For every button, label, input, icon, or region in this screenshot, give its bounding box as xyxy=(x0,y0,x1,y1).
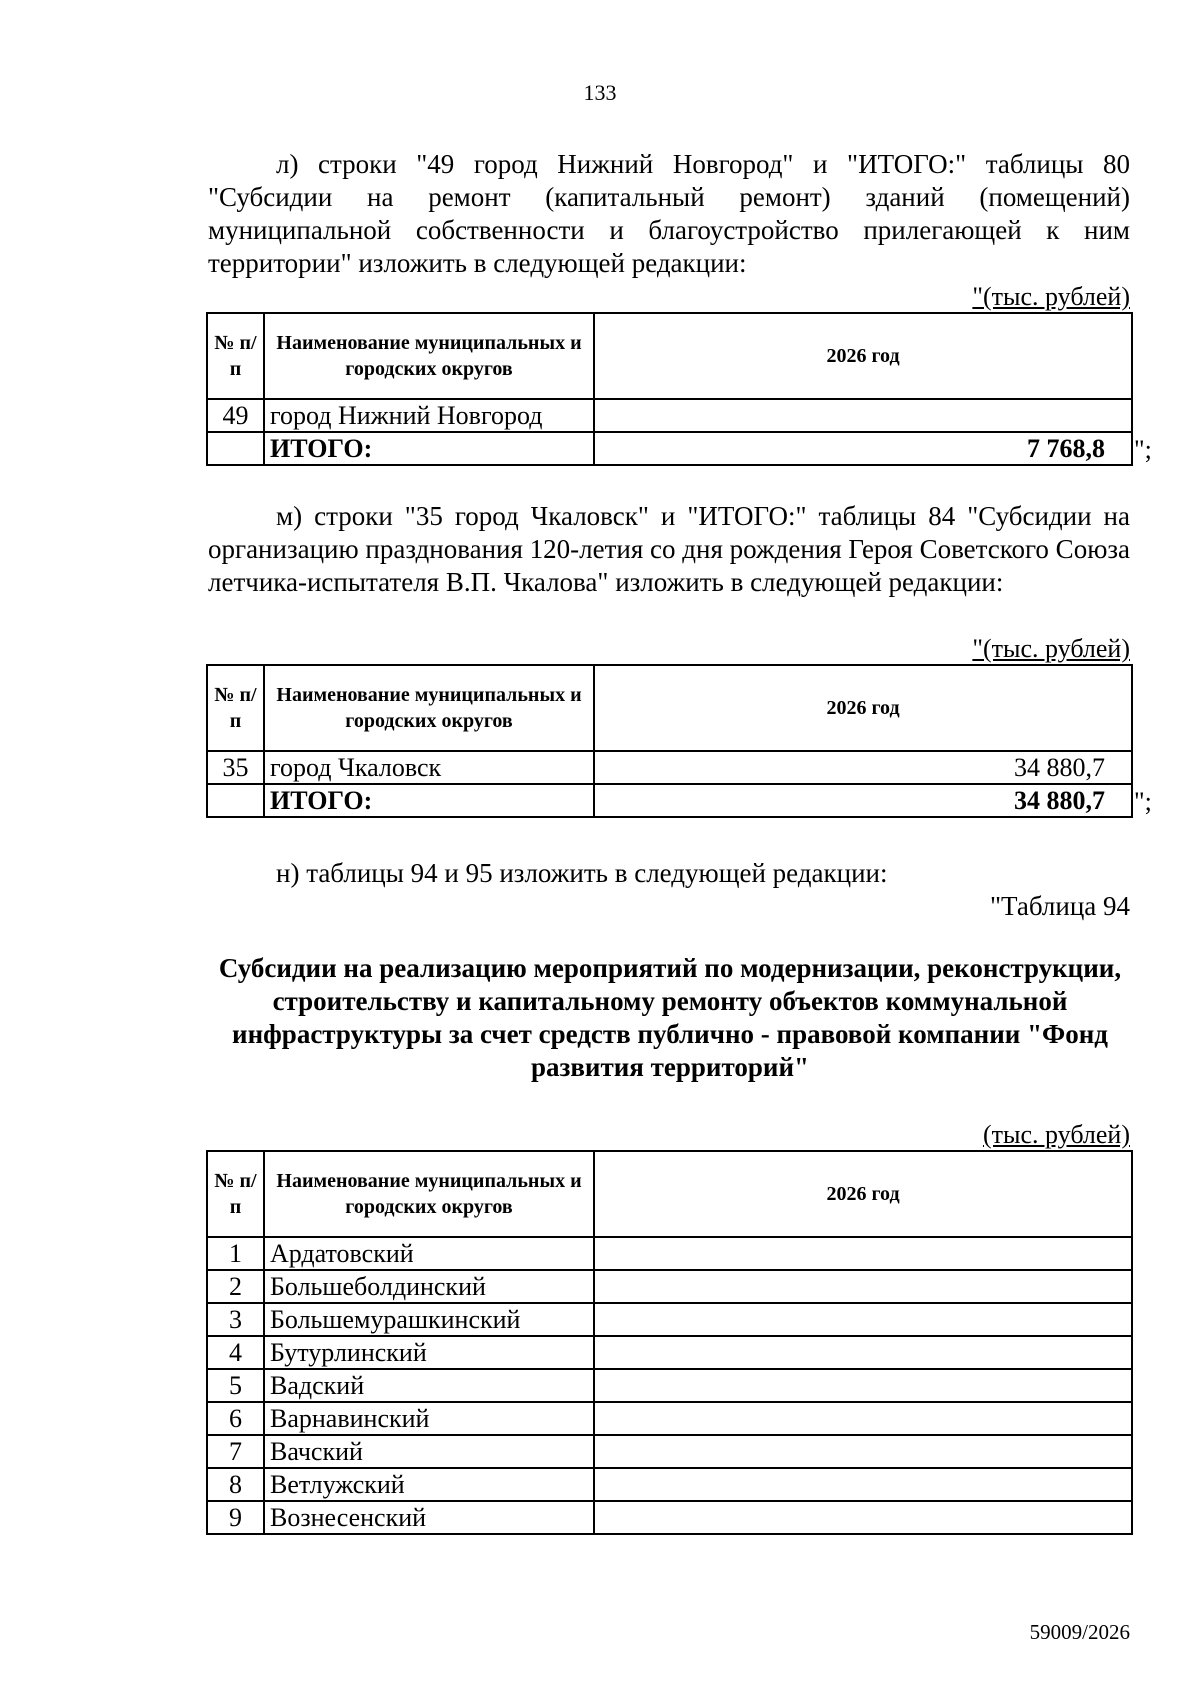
total-value: 34 880,7 xyxy=(594,784,1132,817)
row-name: Бутурлинский xyxy=(264,1336,594,1369)
document-number: 59009/2026 xyxy=(1029,1620,1130,1644)
row-num: 2 xyxy=(207,1270,264,1303)
table-header-row xyxy=(207,1151,1132,1237)
table-header-row xyxy=(207,313,1132,399)
row-name: город Чкаловск xyxy=(264,751,594,784)
row-num: 8 xyxy=(207,1468,264,1501)
row-name: Большемурашкинский xyxy=(264,1303,594,1336)
row-num: 5 xyxy=(207,1369,264,1402)
units-n xyxy=(983,1120,1130,1150)
total-num-empty xyxy=(207,784,264,817)
table-row xyxy=(207,751,1132,784)
header-num: № п/п xyxy=(207,1151,264,1237)
row-value xyxy=(594,1303,1132,1336)
row-num: 4 xyxy=(207,1336,264,1369)
row-name: Ардатовский xyxy=(264,1237,594,1270)
row-value: 34 880,7 xyxy=(594,751,1132,784)
table-row xyxy=(207,1336,1132,1369)
total-value: 7 768,8 xyxy=(594,432,1132,465)
row-num: 35 xyxy=(207,751,264,784)
table-84-excerpt xyxy=(206,664,1133,818)
paragraph-l-text: л) строки "49 город Нижний Новгород" и "ИТОГО:" таблицы 80 "Субсидии на ремонт (капитальный ремонт) зданий (помещений) муниципальной собственности и благоустройство прилегающей к ним территории" изложить в следующей редакции: xyxy=(208,149,1130,278)
paragraph-m-text: м) строки "35 город Чкаловск" и "ИТОГО:" таблицы 84 "Субсидии на организацию празднования 120-летия со дня рождения Героя Советского Союза летчика-испытателя В.П. Чкалова" изложить в следующей редакции: xyxy=(208,501,1131,597)
row-value xyxy=(594,1270,1132,1303)
row-value xyxy=(594,1468,1132,1501)
row-num: 6 xyxy=(207,1402,264,1435)
row-value xyxy=(594,1336,1132,1369)
page-number: 133 xyxy=(583,80,617,105)
header-year: 2026 год xyxy=(594,1151,1132,1237)
total-num-empty xyxy=(207,432,264,465)
row-value xyxy=(594,1369,1132,1402)
header-num: № п/п xyxy=(207,313,264,399)
table-row xyxy=(207,1501,1132,1534)
row-name: Вадский xyxy=(264,1369,594,1402)
table-total-row xyxy=(207,432,1132,465)
units-l xyxy=(972,282,1130,312)
row-name: Ветлужский xyxy=(264,1468,594,1501)
row-name: Большеболдинский xyxy=(264,1270,594,1303)
row-num: 1 xyxy=(207,1237,264,1270)
row-value xyxy=(594,1237,1132,1270)
table-row xyxy=(207,1468,1132,1501)
header-name: Наименование муниципальных и городских округов xyxy=(264,1151,594,1237)
table-row xyxy=(207,1435,1132,1468)
row-name: город Нижний Новгород xyxy=(264,399,594,432)
table-80-excerpt xyxy=(206,312,1133,466)
units-m-label: "(тыс. рублей) xyxy=(972,634,1130,663)
table-row xyxy=(207,1237,1132,1270)
row-name: Вознесенский xyxy=(264,1501,594,1534)
row-name: Варнавинский xyxy=(264,1402,594,1435)
table-row xyxy=(207,1369,1132,1402)
paragraph-n-text: н) таблицы 94 и 95 изложить в следующей редакции: xyxy=(276,858,888,888)
row-num: 3 xyxy=(207,1303,264,1336)
table-row xyxy=(207,399,1132,432)
total-label: ИТОГО: xyxy=(264,784,594,817)
row-value xyxy=(594,1501,1132,1534)
closing-quote-m: "; xyxy=(1134,787,1152,816)
row-value xyxy=(594,399,1132,432)
units-n-label: (тыс. рублей) xyxy=(982,1120,1130,1149)
table-row xyxy=(207,1402,1132,1435)
table-94 xyxy=(206,1150,1133,1535)
table-row xyxy=(207,1303,1132,1336)
table-total-row xyxy=(207,784,1132,817)
total-label: ИТОГО: xyxy=(264,432,594,465)
row-num: 49 xyxy=(207,399,264,432)
table-header-row xyxy=(207,665,1132,751)
row-name: Вачский xyxy=(264,1435,594,1468)
row-value xyxy=(594,1435,1132,1468)
paragraph-n xyxy=(208,857,1130,890)
header-year: 2026 год xyxy=(594,313,1132,399)
closing-quote-l: "; xyxy=(1134,435,1152,464)
header-year: 2026 год xyxy=(594,665,1132,751)
table-94-title: Субсидии на реализацию мероприятий по модернизации, реконструкции, строительству и капитальному ремонту объектов коммунальной инфраструктуры за счет средств публично - правовой компании "Фонд развития территорий" xyxy=(218,953,1122,1082)
paragraph-m xyxy=(208,500,1130,599)
header-name: Наименование муниципальных и городских округов xyxy=(264,665,594,751)
header-name: Наименование муниципальных и городских округов xyxy=(264,313,594,399)
row-num: 9 xyxy=(207,1501,264,1534)
units-l-label: "(тыс. рублей) xyxy=(972,282,1130,311)
table-row xyxy=(207,1270,1132,1303)
row-value xyxy=(594,1402,1132,1435)
units-m xyxy=(972,634,1130,664)
row-num: 7 xyxy=(207,1435,264,1468)
paragraph-l xyxy=(208,148,1130,280)
header-num: № п/п xyxy=(207,665,264,751)
table-94-caption: "Таблица 94 xyxy=(990,891,1130,921)
